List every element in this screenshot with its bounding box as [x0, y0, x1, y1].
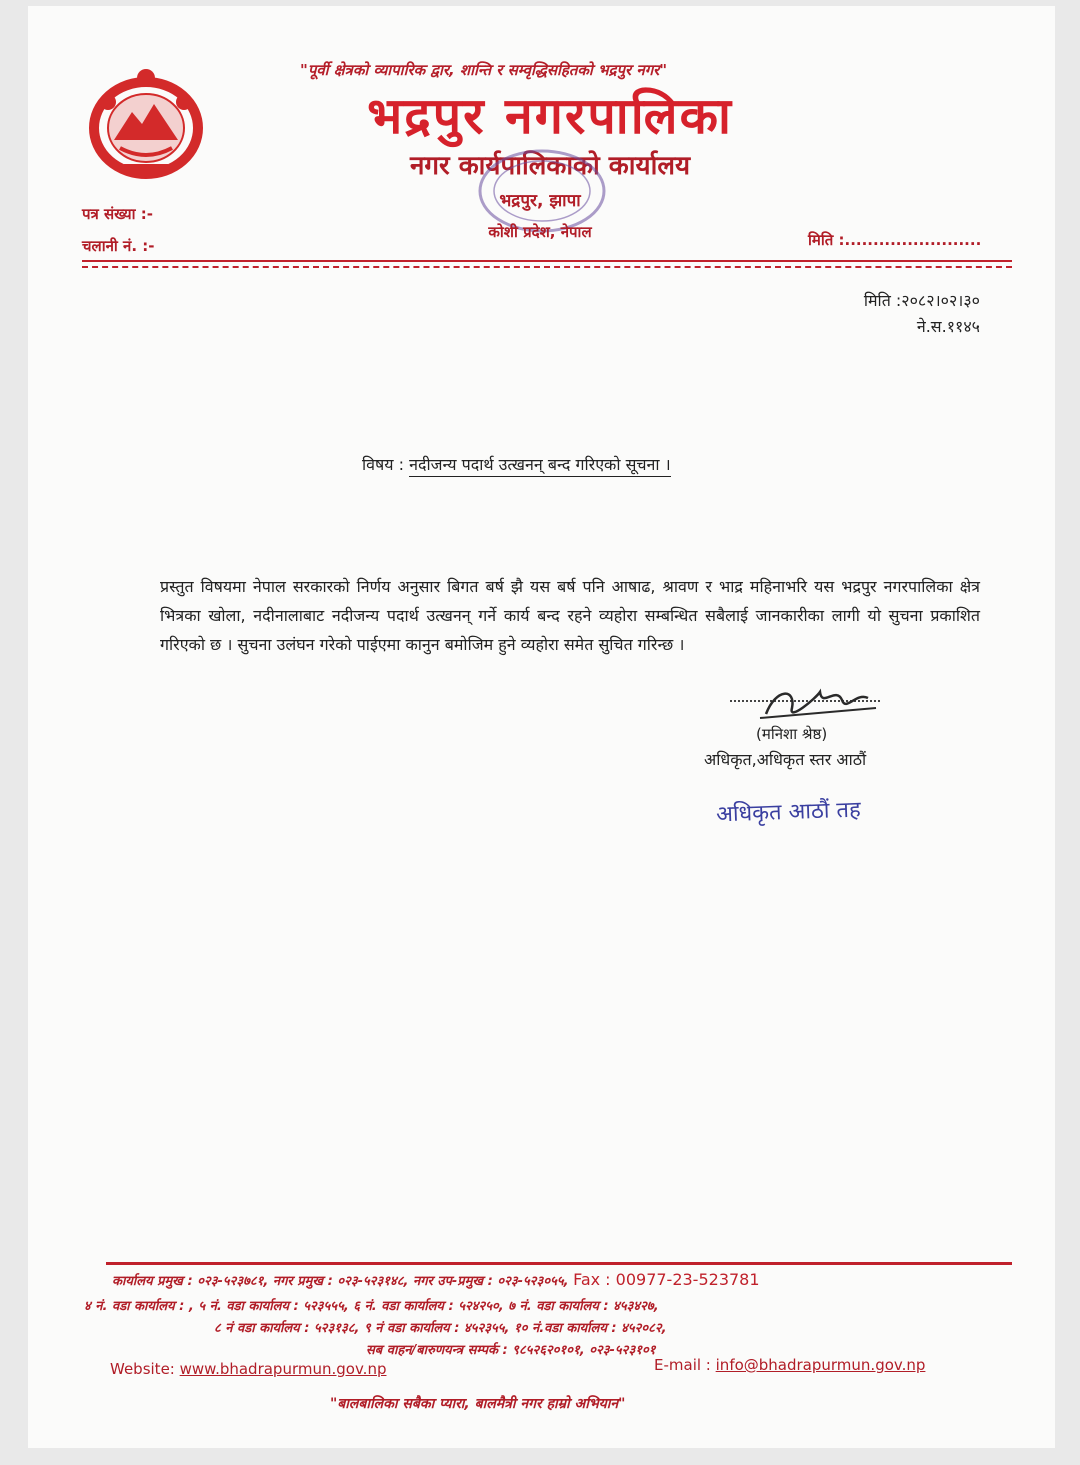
website-block [110, 1360, 386, 1378]
website-label: Website: [110, 1360, 175, 1378]
header-rule [82, 260, 1012, 262]
office-place: भद्रपुर, झापा [499, 191, 581, 211]
footer-line-3: ८ नं वडा कार्यालय : ५२३१३८, ९ नं वडा कार्यालय : ४५२३५५, १० नं.वडा कार्यालय : ४५२०८२, [214, 1321, 667, 1336]
signature-icon [756, 678, 886, 728]
footer-rule [106, 1262, 1012, 1265]
rank-stamp: अधिकृत आठौं तह [715, 797, 862, 828]
email-link[interactable]: info@bhadrapurmun.gov.np [715, 1356, 926, 1374]
footer-line-4: सब वाहन/बारुणयन्त्र सम्पर्क : ९८५२६२०१०१, ०२३-५२३१०१ [366, 1343, 656, 1358]
website-link[interactable]: www.bhadrapurmun.gov.np [179, 1360, 387, 1378]
signatory-name: (मनिशा श्रेष्ठ) [756, 725, 828, 743]
signatory-title: अधिकृत,अधिकृत स्तर आठौं [704, 750, 867, 769]
subject-text: नदीजन्य पदार्थ उत्खनन् बन्द गरिएको सूचना । [409, 455, 671, 477]
ref-number-label: पत्र संख्या :- [82, 205, 153, 223]
nepal-emblem-icon [84, 66, 208, 182]
subject-label: विषय : [362, 455, 405, 474]
footer-line-1: कार्यालय प्रमुख : ०२३-५२३७८१, नगर प्रमुख : ०२३-५२३१४८, नगर उप-प्रमुख : ०२३-५२३०५५, [112, 1274, 569, 1289]
email-block [654, 1356, 925, 1374]
header-dashed-rule [82, 266, 1012, 268]
office-name: भद्रपुर नगरपालिका [367, 87, 733, 145]
letter-body: प्रस्तुत विषयमा नेपाल सरकारको निर्णय अनुसार बिगत बर्ष झै यस बर्ष पनि आषाढ, श्रावण र भाद्र महिनाभरि यस भद्रपुर नगरपालिका क्षेत्र भित्रका खोला, नदीनालाबाट नदीजन्य पदार्थ उत्खनन् गर्ने कार्य बन्द रहने व्यहोरा सम्बन्धित सबैलाई जानकारीका लागी यो सुचना प्रकाशित गरिएको छ । सुचना उलंघन गरेको पाईएमा कानुन बमोजिम हुने व्यहोरा समेत सुचित गरिन्छ । [160, 577, 980, 654]
tagline: "पूर्वी क्षेत्रको व्यापारिक द्वार, शान्ति र सम्वृद्धिसहितको भद्रपुर नगर" [300, 61, 668, 79]
footer-fax: Fax : 00977-23-523781 [573, 1270, 760, 1289]
header-date-label: मिति :........................ [808, 231, 982, 249]
letter-date: मिति :२०८२।०२।३० [863, 291, 980, 310]
dispatch-number-label: चलानी नं. :- [82, 237, 155, 255]
nepal-samvat: ने.स.११४५ [916, 317, 980, 336]
footer-slogan: "बालबालिका सबैका प्यारा, बालमैत्री नगर हाम्रो अभियान" [330, 1396, 626, 1412]
footer-line-2: ४ नं. वडा कार्यालय : , ५ नं. वडा कार्यालय : ५२३५५५, ६ नं. वडा कार्यालय : ५२४२५०, ७ नं. वडा कार्यालय : ४५३४२७, [84, 1299, 659, 1314]
office-province: कोशी प्रदेश, नेपाल [488, 223, 592, 241]
subject-line [362, 453, 671, 475]
email-label: E-mail : [654, 1356, 711, 1374]
office-subtitle: नगर कार्यपालिकाको कार्यालय [409, 151, 691, 181]
letter-date-block [864, 288, 980, 340]
footer-contacts-line [112, 1270, 760, 1289]
